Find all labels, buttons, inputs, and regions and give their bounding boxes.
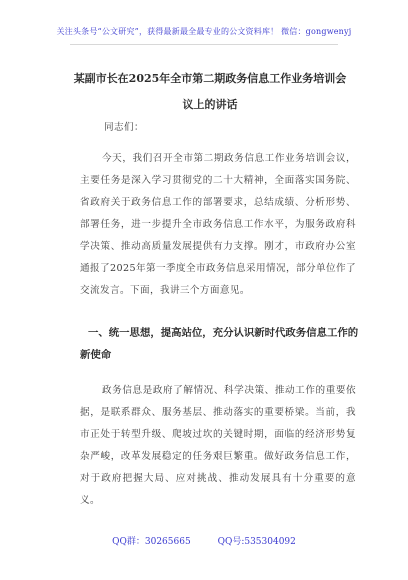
footer-contact [0, 534, 408, 547]
footer-qq-number: QQ号:535304092 [217, 537, 296, 547]
header-divider [70, 44, 338, 45]
header-banner: 关注头条号“公文研究”，获得最新最全最专业的公文资料库！ 微信：gongwenyj [56, 27, 352, 36]
section-heading-1: 一、统一思想，提高站位，充分认识新时代政务信息工作的新使命 [80, 327, 359, 361]
footer-qq-group: QQ群：30265665 [112, 537, 191, 547]
paragraph-section1: 政务信息是政府了解情况、科学决策、推动工作的重要依据，是联系群众、服务基层、推动落实的重要桥梁。当前，我市正处于转型升级、爬坡过坎的关键时期，面临的经济形势复杂严峻，改革发展稳定的任务艰巨繁重。做好政务信息工作，对于政府把握大局、应对挑战、推动发展具有十分重要的意义。 [80, 385, 356, 506]
document-title: 某副市长在2025年全市第二期政务信息工作业务培训会议上的讲话 [73, 72, 347, 111]
greeting: 同志们： [104, 122, 144, 133]
paragraph-intro: 今天，我们召开全市第二期政务信息工作业务培训会议，主要任务是深入学习贯彻党的二十大精神，全面落实国务院、省政府关于政务信息工作的部署要求，总结成绩、分析形势、部署任务，进一步提升全市政务信息工作水平，为服务政府科学决策、推动高质量发展提供有力支撑。刚才，市政府办公室通报了2025年第一季度全市政务信息采用情况，部分单位作了交流发言。下面，我讲三个方面意见。 [80, 153, 356, 296]
